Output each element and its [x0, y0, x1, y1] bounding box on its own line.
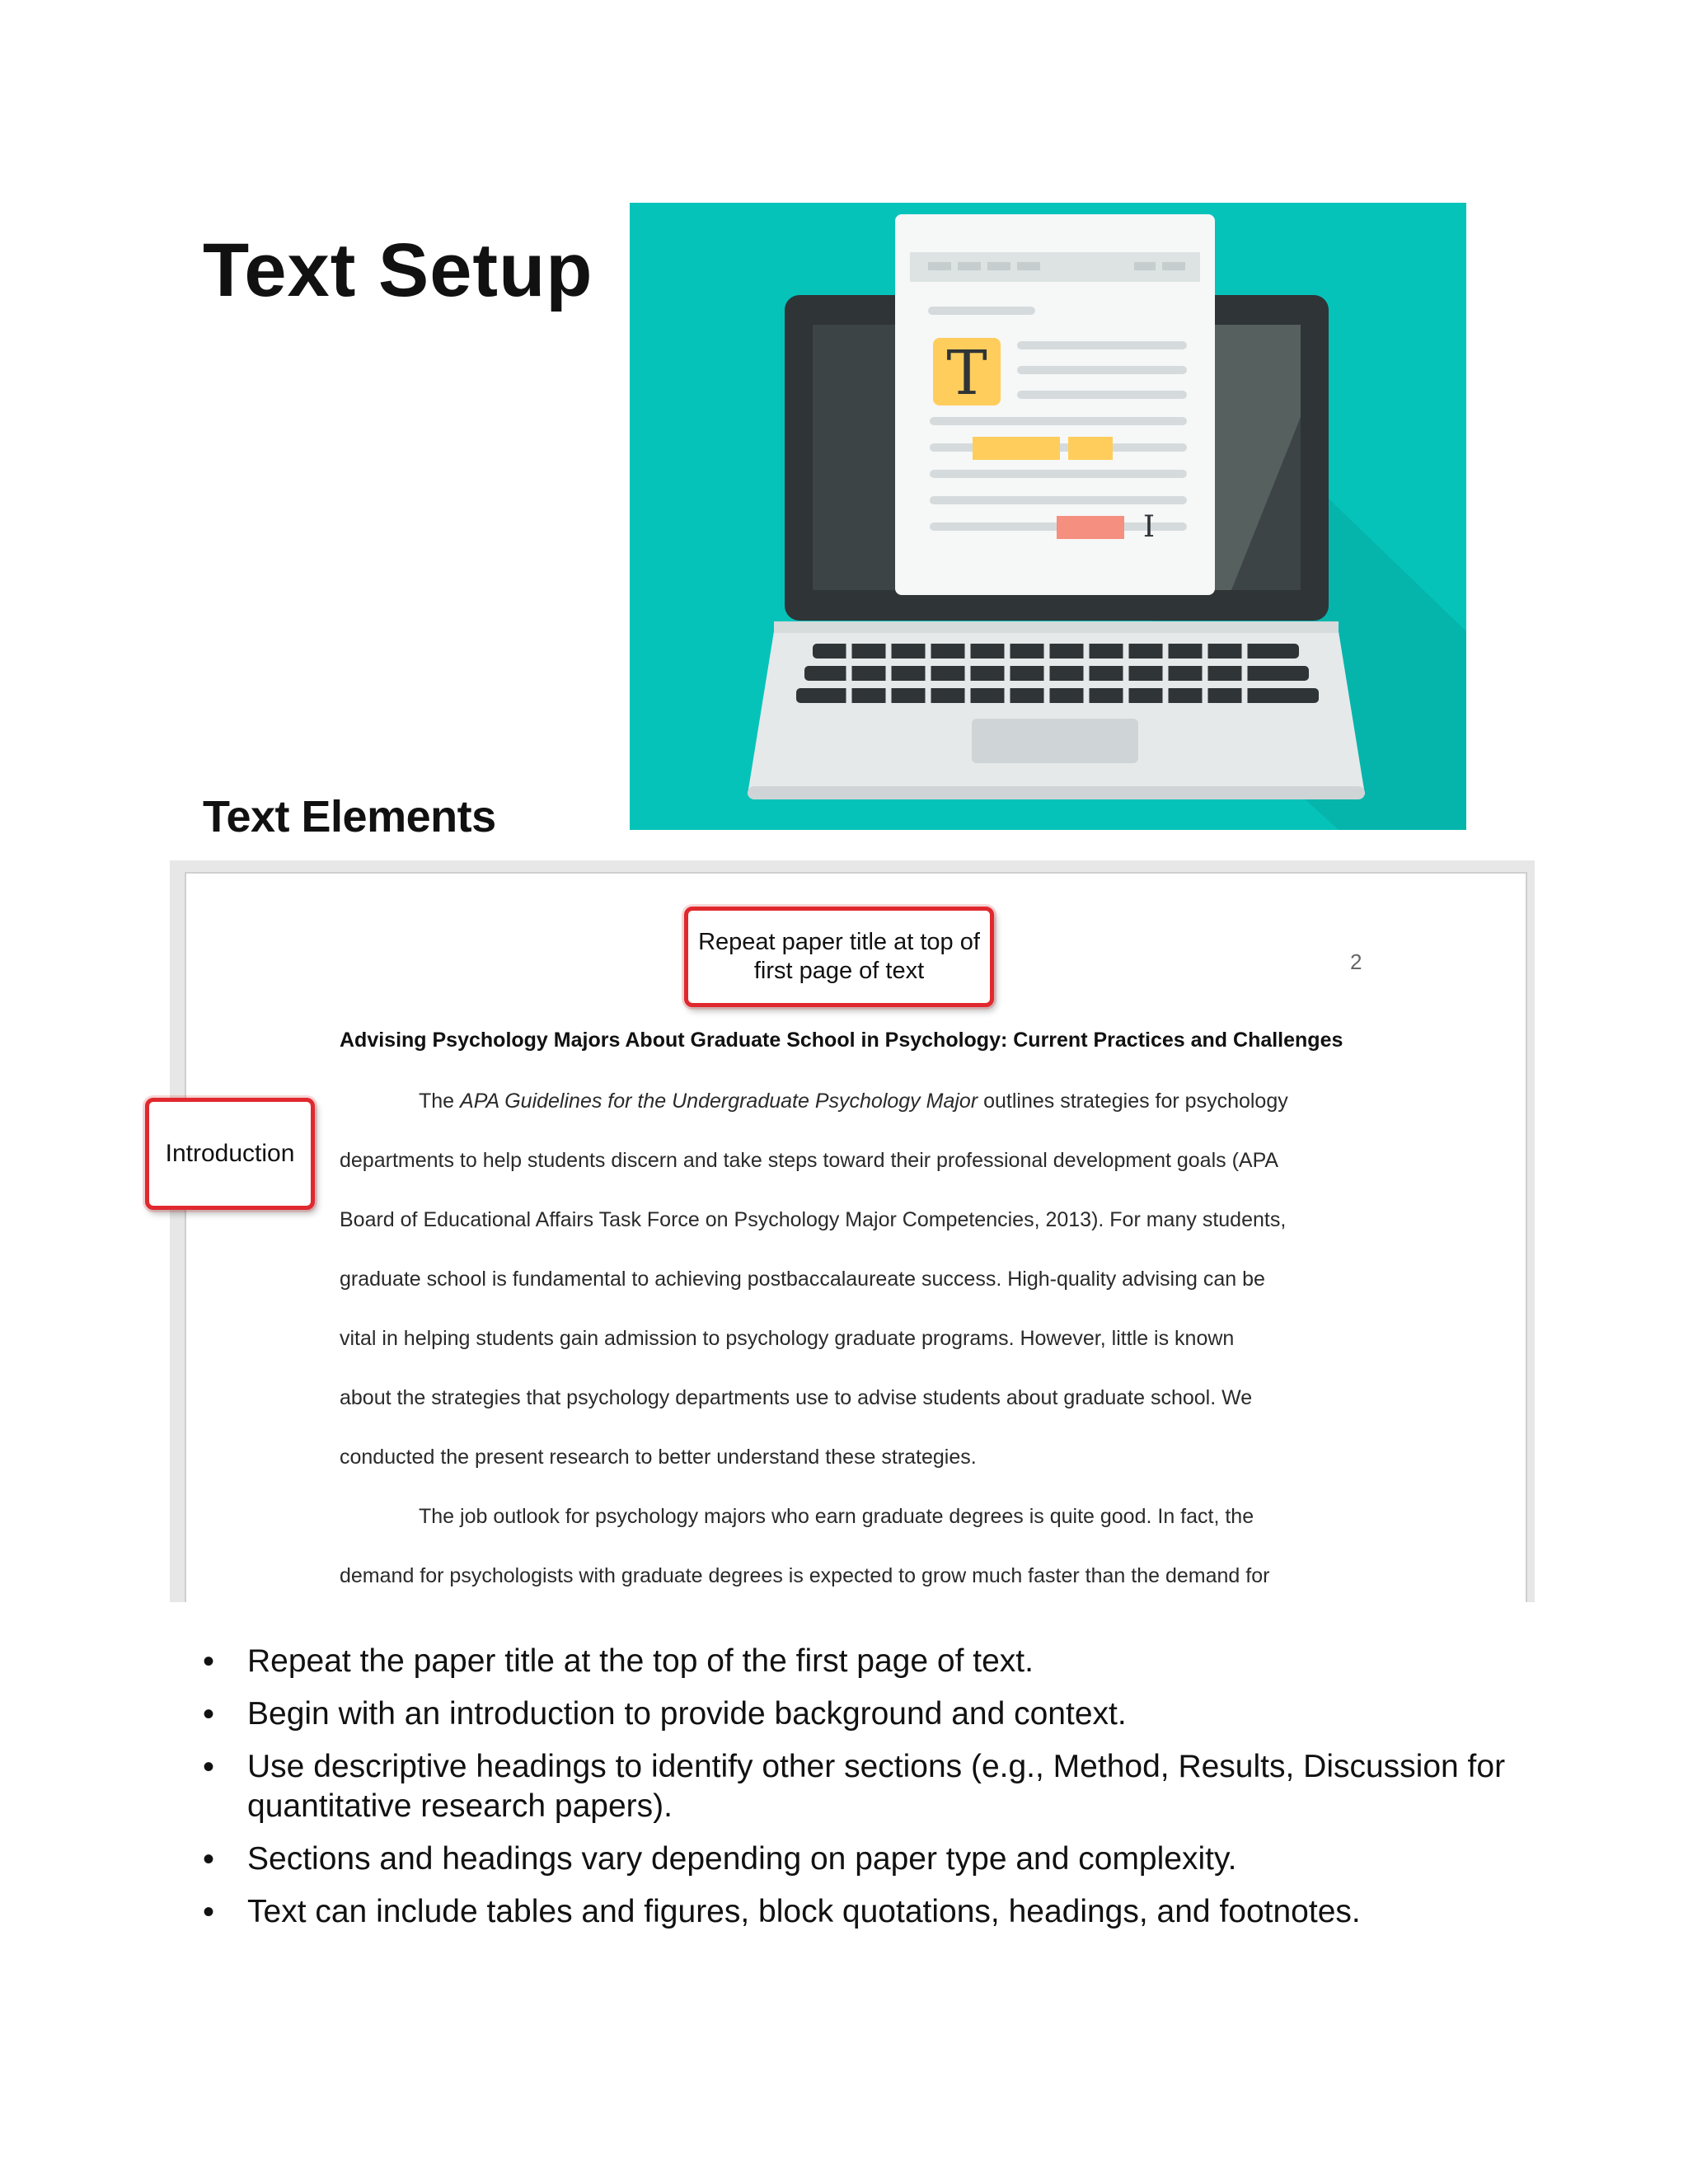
paragraph-line: vital in helping students gain admission to psychology graduate programs. However, little is known — [340, 1327, 1235, 1350]
list-item: • Text can include tables and figures, block quotations, headings, and footnotes. — [203, 1892, 1522, 1932]
page-number: 2 — [1350, 949, 1362, 974]
callout-introduction: Introduction — [145, 1098, 315, 1210]
page-title: Text Setup — [203, 228, 593, 312]
paragraph-line: Board of Educational Affairs Task Force on Psychology Major Competencies, 2013). For many students, — [340, 1208, 1287, 1231]
list-item: • Sections and headings vary depending on paper type and complexity. — [203, 1840, 1522, 1879]
paper-title: Advising Psychology Majors About Graduate School in Psychology: Current Practices and Challenges — [340, 1029, 1343, 1052]
paragraph-line: graduate school is fundamental to achieving postbaccalaureate success. High-quality advising can be — [340, 1268, 1265, 1291]
list-item: • Use descriptive headings to identify other sections (e.g., Method, Results, Discussion for quantitative research papers). — [203, 1747, 1522, 1826]
list-item: • Repeat the paper title at the top of the first page of text. — [203, 1642, 1522, 1681]
paragraph-line: demand for psychologists with graduate degrees is expected to grow much faster than the demand for — [340, 1564, 1270, 1587]
section-heading: Text Elements — [203, 792, 496, 841]
laptop-document-icon — [630, 203, 1466, 830]
paragraph-line: departments to help students discern and take steps toward their professional development goals (APA — [340, 1149, 1279, 1172]
paragraph-line: conducted the present research to better understand these strategies. — [340, 1446, 977, 1469]
list-item: • Begin with an introduction to provide background and context. — [203, 1694, 1522, 1734]
paragraph-line: The APA Guidelines for the Undergraduate Psychology Major outlines strategies for psychology — [419, 1090, 1288, 1113]
svg-text:I: I — [1142, 510, 1156, 544]
svg-text:T: T — [946, 338, 987, 409]
paragraph-line: about the strategies that psychology departments use to advise students about graduate school. We — [340, 1386, 1253, 1409]
bullet-list — [203, 1642, 1522, 1945]
paragraph-line: The job outlook for psychology majors who earn graduate degrees is quite good. In fact, the — [419, 1505, 1254, 1528]
callout-paper-title: Repeat paper title at top of first page of text — [684, 907, 994, 1007]
